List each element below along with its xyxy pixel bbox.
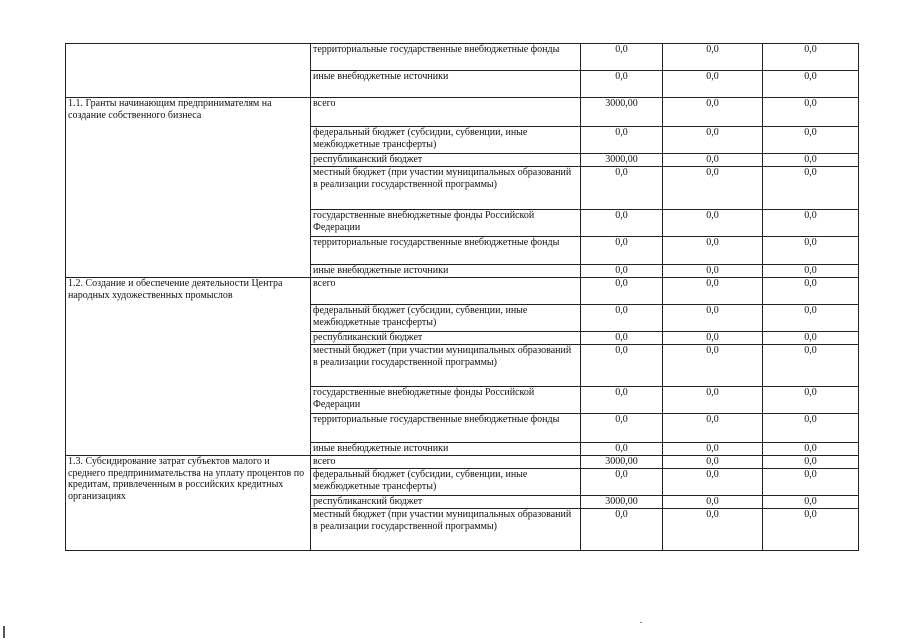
source-label: федеральный бюджет (субсидии, субвенции, иные межбюджетные трансферты)	[311, 305, 581, 332]
cell-value: 0,0	[663, 265, 763, 278]
cell-value: 0,0	[663, 305, 763, 332]
source-label: федеральный бюджет (субсидии, субвенции, иные межбюджетные трансферты)	[311, 469, 581, 496]
cell-value: 0,0	[663, 154, 763, 167]
cell-value: 3000,00	[581, 98, 663, 127]
source-label: местный бюджет (при участии муниципальных образований в реализации государственной программы)	[311, 345, 581, 387]
source-label: местный бюджет (при участии муниципальных образований в реализации государственной программы)	[311, 509, 581, 551]
cell-value: 0,0	[763, 469, 859, 496]
cell-value: 0,0	[663, 278, 763, 305]
cell-value: 0,0	[663, 509, 763, 551]
source-label: территориальные государственные внебюджетные фонды	[311, 237, 581, 265]
cell-value: 0,0	[663, 469, 763, 496]
table-row	[66, 456, 859, 469]
source-label: всего	[311, 456, 581, 469]
table-row	[66, 44, 859, 71]
source-label: местный бюджет (при участии муниципальных образований в реализации государственной программы)	[311, 167, 581, 210]
source-label: иные внебюджетные источники	[311, 443, 581, 456]
cell-value: 0,0	[581, 278, 663, 305]
cell-value: 0,0	[581, 71, 663, 98]
source-label: всего	[311, 278, 581, 305]
cell-value: 0,0	[663, 456, 763, 469]
cell-value: 0,0	[581, 265, 663, 278]
cell-value: 0,0	[663, 443, 763, 456]
program-label: 1.3. Субсидирование затрат субъектов малого и среднего предпринимательства на уплату процентов по кредитам, привлеченным в российских кредитных организациях	[66, 456, 311, 551]
cell-value: 0,0	[663, 237, 763, 265]
cell-value: 0,0	[763, 509, 859, 551]
cell-value: 3000,00	[581, 456, 663, 469]
source-label: республиканский бюджет	[311, 496, 581, 509]
source-label: территориальные государственные внебюджетные фонды	[311, 44, 581, 71]
cell-value: 0,0	[763, 154, 859, 167]
cell-value: 0,0	[581, 127, 663, 154]
cell-value: 0,0	[763, 496, 859, 509]
source-label: государственные внебюджетные фонды Российской Федерации	[311, 210, 581, 237]
cell-value: 0,0	[663, 44, 763, 71]
cell-value: 0,0	[581, 305, 663, 332]
cell-value: 3000,00	[581, 154, 663, 167]
cell-value: 0,0	[763, 305, 859, 332]
cell-value: 0,0	[763, 414, 859, 443]
cell-value: 0,0	[763, 456, 859, 469]
cell-value: 0,0	[663, 71, 763, 98]
source-label: территориальные государственные внебюджетные фонды	[311, 414, 581, 443]
cell-value: 0,0	[763, 71, 859, 98]
cell-value: 0,0	[663, 332, 763, 345]
cell-value: 0,0	[763, 387, 859, 414]
source-label: республиканский бюджет	[311, 154, 581, 167]
cell-value: 0,0	[763, 167, 859, 210]
source-label: республиканский бюджет	[311, 332, 581, 345]
cell-value: 0,0	[663, 127, 763, 154]
program-label: 1.1. Гранты начинающим предпринимателям на создание собственного бизнеса	[66, 98, 311, 278]
program-label: 1.2. Создание и обеспечение деятельности Центра народных художественных промыслов	[66, 278, 311, 456]
scan-speck	[640, 622, 642, 623]
cell-value: 0,0	[763, 127, 859, 154]
cell-value: 0,0	[581, 210, 663, 237]
cell-value: 0,0	[663, 210, 763, 237]
cell-value: 0,0	[581, 167, 663, 210]
cell-value: 0,0	[763, 44, 859, 71]
cell-value: 0,0	[581, 443, 663, 456]
cell-value: 3000,00	[581, 496, 663, 509]
cell-value: 0,0	[581, 414, 663, 443]
source-label: всего	[311, 98, 581, 127]
program-label	[66, 44, 311, 98]
cell-value: 0,0	[581, 469, 663, 496]
source-label: иные внебюджетные источники	[311, 71, 581, 98]
cell-value: 0,0	[763, 345, 859, 387]
cell-value: 0,0	[663, 98, 763, 127]
scan-mark	[3, 626, 5, 638]
table-row	[66, 278, 859, 305]
budget-table	[65, 43, 859, 551]
cell-value: 0,0	[663, 496, 763, 509]
cell-value: 0,0	[763, 98, 859, 127]
cell-value: 0,0	[763, 265, 859, 278]
cell-value: 0,0	[581, 332, 663, 345]
table-row	[66, 98, 859, 127]
cell-value: 0,0	[581, 44, 663, 71]
source-label: иные внебюджетные источники	[311, 265, 581, 278]
cell-value: 0,0	[763, 278, 859, 305]
cell-value: 0,0	[581, 345, 663, 387]
cell-value: 0,0	[763, 332, 859, 345]
cell-value: 0,0	[581, 237, 663, 265]
cell-value: 0,0	[763, 210, 859, 237]
cell-value: 0,0	[581, 387, 663, 414]
cell-value: 0,0	[663, 167, 763, 210]
cell-value: 0,0	[663, 345, 763, 387]
cell-value: 0,0	[763, 237, 859, 265]
cell-value: 0,0	[581, 509, 663, 551]
cell-value: 0,0	[663, 387, 763, 414]
source-label: федеральный бюджет (субсидии, субвенции, иные межбюджетные трансферты)	[311, 127, 581, 154]
source-label: государственные внебюджетные фонды Российской Федерации	[311, 387, 581, 414]
cell-value: 0,0	[763, 443, 859, 456]
cell-value: 0,0	[663, 414, 763, 443]
